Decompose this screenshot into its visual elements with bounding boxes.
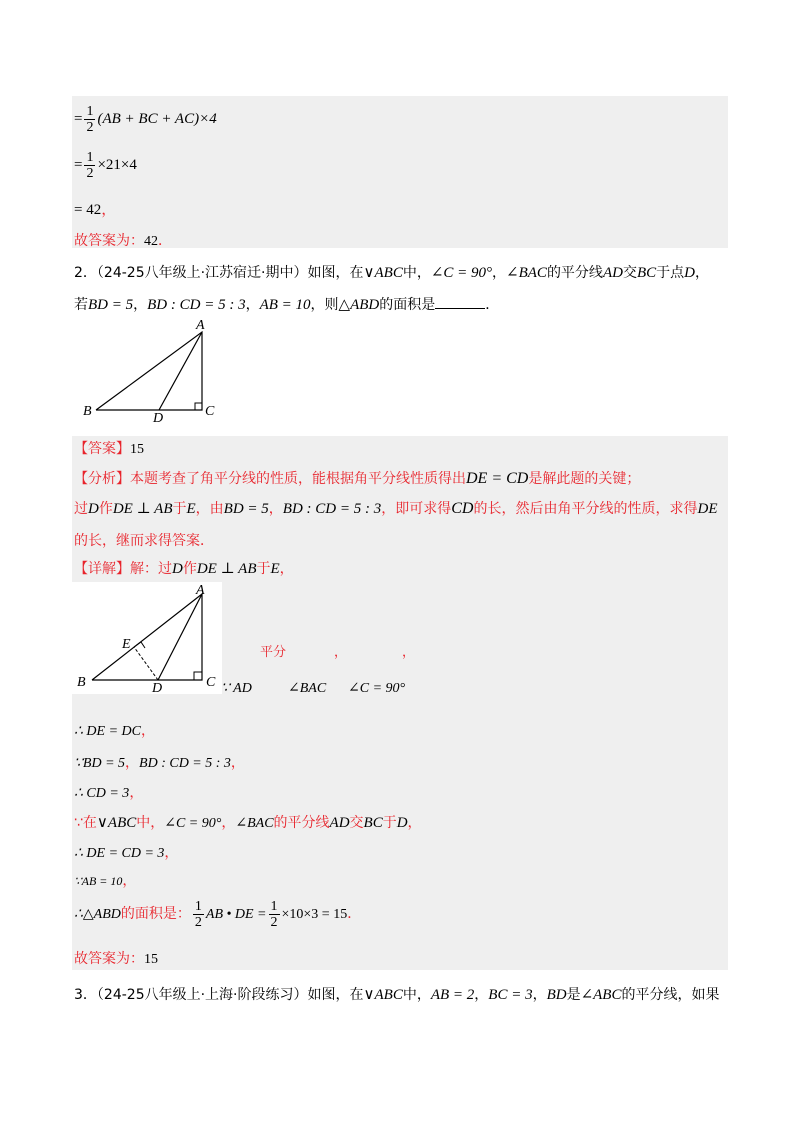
fig2-label-e: E: [122, 637, 131, 652]
q2-figure-triangle: [74, 318, 234, 422]
pf-red-bisect: 平分: [260, 645, 287, 660]
q2-final-answer: 故答案为：15: [74, 951, 158, 967]
q1-line1: = $\frac{1}{2}$ (AB + BC + AC)×4: [74, 104, 217, 136]
q2-stem-line2: 若BD = 5，BD : CD = 5 : 3，AB = 10，则△ABD的面积是 ．: [74, 294, 499, 314]
q2-analysis-line3: 的长，继而求得答案．: [74, 533, 214, 549]
fig1-label-b: B: [83, 404, 92, 419]
q2-figure-triangle-with-perpendicular: [72, 582, 222, 694]
fig1-label-c: C: [205, 404, 215, 419]
q1-line2: = $\frac{1}{2}$ ×21×4: [74, 150, 137, 182]
pf-angle-bac: ∠BAC: [288, 681, 327, 696]
q2-stem-line1: 2．（24-25八年级上·江苏宿迁·期中）如图，在∨ABC中，∠C = 90°，∠BAC的平分线AD交BC于点D，: [74, 265, 709, 281]
fig2-label-c: C: [206, 675, 216, 690]
step-3: ∴ CD = 3，: [74, 785, 144, 801]
q2-answer: 【答案】15: [74, 441, 144, 457]
q2-analysis-line2: 过D作DE ⊥ AB于E，由BD = 5，BD : CD = 5 : 3，即可求得CD的长，然后由角平分线的性质，求得DE: [74, 500, 718, 517]
pf-c90: ∠C = 90°: [348, 681, 406, 696]
fig1-label-d: D: [153, 411, 164, 422]
q3-stem-line1: 3．（24-25八年级上·上海·阶段练习）如图，在∨ABC中，AB = 2，BC = 3，BD是∠ABC的平分线，如果: [74, 987, 720, 1003]
fig2-label-d: D: [152, 681, 163, 694]
step-1: ∴ DE = DC，: [74, 723, 155, 739]
step-5: ∴ DE = CD = 3，: [74, 845, 179, 861]
q1-line3: = 42，: [74, 200, 117, 218]
fig1-label-a: A: [196, 318, 205, 333]
answer-blank: [435, 294, 485, 309]
fig2-label-a: A: [196, 583, 205, 598]
pf-because-ad: ∵ AD: [221, 681, 252, 696]
step-2: ∵BD = 5，BD : CD = 5 : 3，: [74, 755, 245, 771]
step-6: ∵AB = 10，: [74, 873, 137, 889]
step-7: ∴△ABD的面积是： $\frac{1}{2}$ AB • DE = $\frac{1}{2}$ ×10×3 = 15．: [74, 898, 362, 930]
q2-analysis-line1: 【分析】本题考查了角平分线的性质，能根据角平分线性质得出DE = CD是解此题的关键；: [74, 470, 641, 487]
fig2-label-b: B: [77, 675, 86, 690]
q1-answer: 故答案为：42．: [74, 233, 172, 249]
pf-comma-2: ，: [402, 645, 416, 660]
pf-comma-1: ，: [334, 645, 348, 660]
q2-detail-line1: 【详解】解：过D作DE ⊥ AB于E，: [74, 561, 294, 577]
step-4: ∵在∨ABC中，∠C = 90°，∠BAC的平分线AD交BC于D，: [74, 815, 422, 831]
